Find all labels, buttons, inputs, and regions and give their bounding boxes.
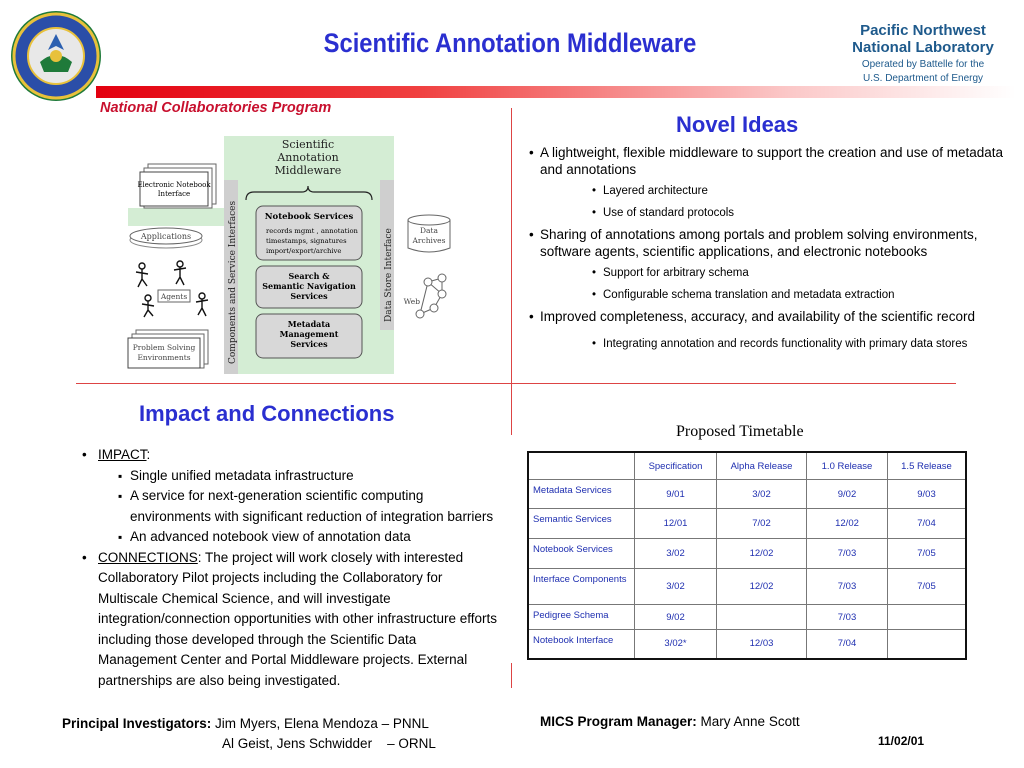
table-cell: 3/02 — [635, 569, 717, 605]
table-header-cell — [528, 452, 635, 480]
novel-item-3: • Improved completeness, accuracy, and availability of the scientific record — [526, 308, 1006, 325]
notebook-item-2: timestamps, signatures — [266, 237, 347, 245]
table-cell: 9/03 — [888, 480, 967, 509]
table-cell: 7/04 — [807, 630, 888, 659]
table-cell: 3/02* — [635, 630, 717, 659]
impact-item: • IMPACT: — [78, 445, 498, 466]
pi-label: Principal Investigators: — [62, 716, 212, 731]
doe-seal-logo — [10, 10, 102, 102]
table-row — [528, 569, 966, 605]
lab-sub-line2: U.S. Department of Energy — [862, 73, 984, 84]
table-row-label: Interface Components — [528, 569, 635, 605]
table-cell: 12/02 — [717, 569, 807, 605]
novel-ideas-list — [526, 144, 1006, 351]
table-row-label: Pedigree Schema — [528, 605, 635, 630]
web-network-icon — [416, 274, 446, 318]
table-cell — [888, 605, 967, 630]
pse-line2: Environments — [137, 353, 191, 362]
mics-program-manager — [540, 714, 800, 729]
table-row — [528, 630, 966, 659]
table-cell: 9/01 — [635, 480, 717, 509]
impact-subitem-1: ▪ Single unified metadata infrastructure — [78, 466, 498, 487]
table-row-label: Notebook Services — [528, 539, 635, 569]
program-label: National Collaboratories Program — [100, 100, 332, 116]
impact-label: IMPACT — [98, 447, 147, 462]
notebook-item-3: import/export/archive — [266, 247, 342, 255]
pnnl-logo — [848, 22, 998, 84]
pi-line1: Jim Myers, Elena Mendoza – PNNL — [211, 716, 429, 731]
diagram-title-line1: Scientific — [281, 138, 335, 151]
table-cell: 3/02 — [717, 480, 807, 509]
table-cell: 7/04 — [888, 509, 967, 539]
metadata-line2: Management — [279, 329, 339, 339]
table-cell: 7/03 — [807, 605, 888, 630]
table-header-cell: 1.0 Release — [807, 452, 888, 480]
date-label: 11/02/01 — [878, 734, 925, 748]
search-line1: Search & — [288, 271, 330, 281]
connections-item — [78, 548, 498, 692]
table-cell: 7/05 — [888, 569, 967, 605]
table-header-row — [528, 452, 966, 480]
table-cell: 12/02 — [717, 539, 807, 569]
connections-label: CONNECTIONS — [98, 549, 198, 565]
novel-ideas-heading: Novel Ideas — [676, 112, 799, 137]
page-title: Scientific Annotation Middleware — [323, 28, 697, 58]
table-cell: 7/05 — [888, 539, 967, 569]
impact-subitem-3: ▪ An advanced notebook view of annotation data — [78, 527, 498, 548]
table-cell: 12/02 — [807, 509, 888, 539]
horizontal-divider — [76, 383, 956, 384]
web-label: Web — [403, 297, 420, 306]
table-row-label: Notebook Interface — [528, 630, 635, 659]
applications-label: Applications — [140, 232, 192, 241]
lab-name-line1: Pacific Northwest — [860, 22, 986, 39]
novel-subitem-2-2: • Configurable schema translation and metadata extraction — [526, 288, 1006, 302]
diagram-title-line2: Annotation — [277, 151, 339, 164]
table-cell — [888, 630, 967, 659]
eln-line1: Electronic Notebook — [137, 181, 211, 189]
novel-item-1: • A lightweight, flexible middleware to support the creation and use of metadata and annotations — [526, 144, 1006, 178]
novel-subitem-3-1: • Integrating annotation and records functionality with primary data stores — [526, 337, 1006, 351]
table-cell: 9/02 — [635, 605, 717, 630]
notebook-item-1: records mgmt , annotation — [266, 227, 358, 235]
vertical-divider-bottom — [511, 663, 512, 688]
novel-subitem-1-2: • Use of standard protocols — [526, 206, 1006, 220]
principal-investigators — [62, 714, 436, 754]
table-row — [528, 605, 966, 630]
data-archives-line2: Archives — [412, 236, 446, 245]
eln-box — [140, 172, 208, 206]
vertical-divider-top — [511, 108, 512, 435]
architecture-diagram — [120, 134, 456, 378]
novel-item-2: • Sharing of annotations among portals and problem solving environments, software agents, scientific applications, and electronic notebooks — [526, 226, 1006, 260]
search-line3: Services — [290, 291, 328, 301]
impact-heading: Impact and Connections — [139, 401, 395, 426]
pse-line1: Problem Solving — [132, 343, 196, 352]
table-header-cell: Alpha Release — [717, 452, 807, 480]
pi-line2: Al Geist, Jens Schwidder – ORNL — [222, 736, 436, 751]
lab-sub-line1: Operated by Battelle for the — [861, 59, 985, 70]
table-cell: 12/01 — [635, 509, 717, 539]
table-row — [528, 539, 966, 569]
table-row-label: Metadata Services — [528, 480, 635, 509]
connections-text: : The project will work closely with interested Collaboratory Pilot projects including the Collaboratory for Multiscale Chemical Science, and will investigate integration/connection opportunities with other infrastructure efforts including those developed through the Scientific Data Management Center and Portal Middleware projects. External partnerships are also being investigated. — [98, 549, 497, 688]
impact-list — [78, 445, 498, 691]
notebook-services-title: Notebook Services — [264, 212, 354, 222]
data-archives-line1: Data — [420, 226, 438, 235]
table-row — [528, 480, 966, 509]
table-cell: 7/03 — [807, 569, 888, 605]
components-bar-label: Components and Service Interfaces — [228, 200, 238, 364]
eln-line2: Interface — [157, 190, 191, 198]
table-cell: 9/02 — [807, 480, 888, 509]
table-cell: 3/02 — [635, 539, 717, 569]
timetable-title: Proposed Timetable — [676, 423, 804, 440]
datastore-bar-label: Data Store Interface — [384, 228, 394, 322]
metadata-line1: Metadata — [287, 319, 331, 329]
mics-label: MICS Program Manager: — [540, 714, 697, 729]
table-cell: 12/03 — [717, 630, 807, 659]
diagram-title-line3: Middleware — [274, 164, 342, 177]
table-row-label: Semantic Services — [528, 509, 635, 539]
table-row — [528, 509, 966, 539]
table-header-cell: Specification — [635, 452, 717, 480]
timetable-table — [527, 451, 967, 660]
table-header-cell: 1.5 Release — [888, 452, 967, 480]
table-cell: 7/02 — [717, 509, 807, 539]
lab-name-line2: National Laboratory — [852, 39, 994, 56]
table-cell — [717, 605, 807, 630]
novel-subitem-1-1: • Layered architecture — [526, 184, 1006, 198]
agents-label: Agents — [160, 292, 188, 301]
search-line2: Semantic Navigation — [262, 281, 356, 291]
table-cell: 7/03 — [807, 539, 888, 569]
header-red-bar — [96, 86, 1016, 98]
metadata-line3: Services — [290, 339, 328, 349]
impact-subitem-2: ▪ A service for next-generation scientific computing environments with significant reduction of integration barriers — [78, 486, 498, 527]
mics-name: Mary Anne Scott — [696, 714, 800, 729]
novel-subitem-2-1: • Support for arbitrary schema — [526, 266, 1006, 280]
